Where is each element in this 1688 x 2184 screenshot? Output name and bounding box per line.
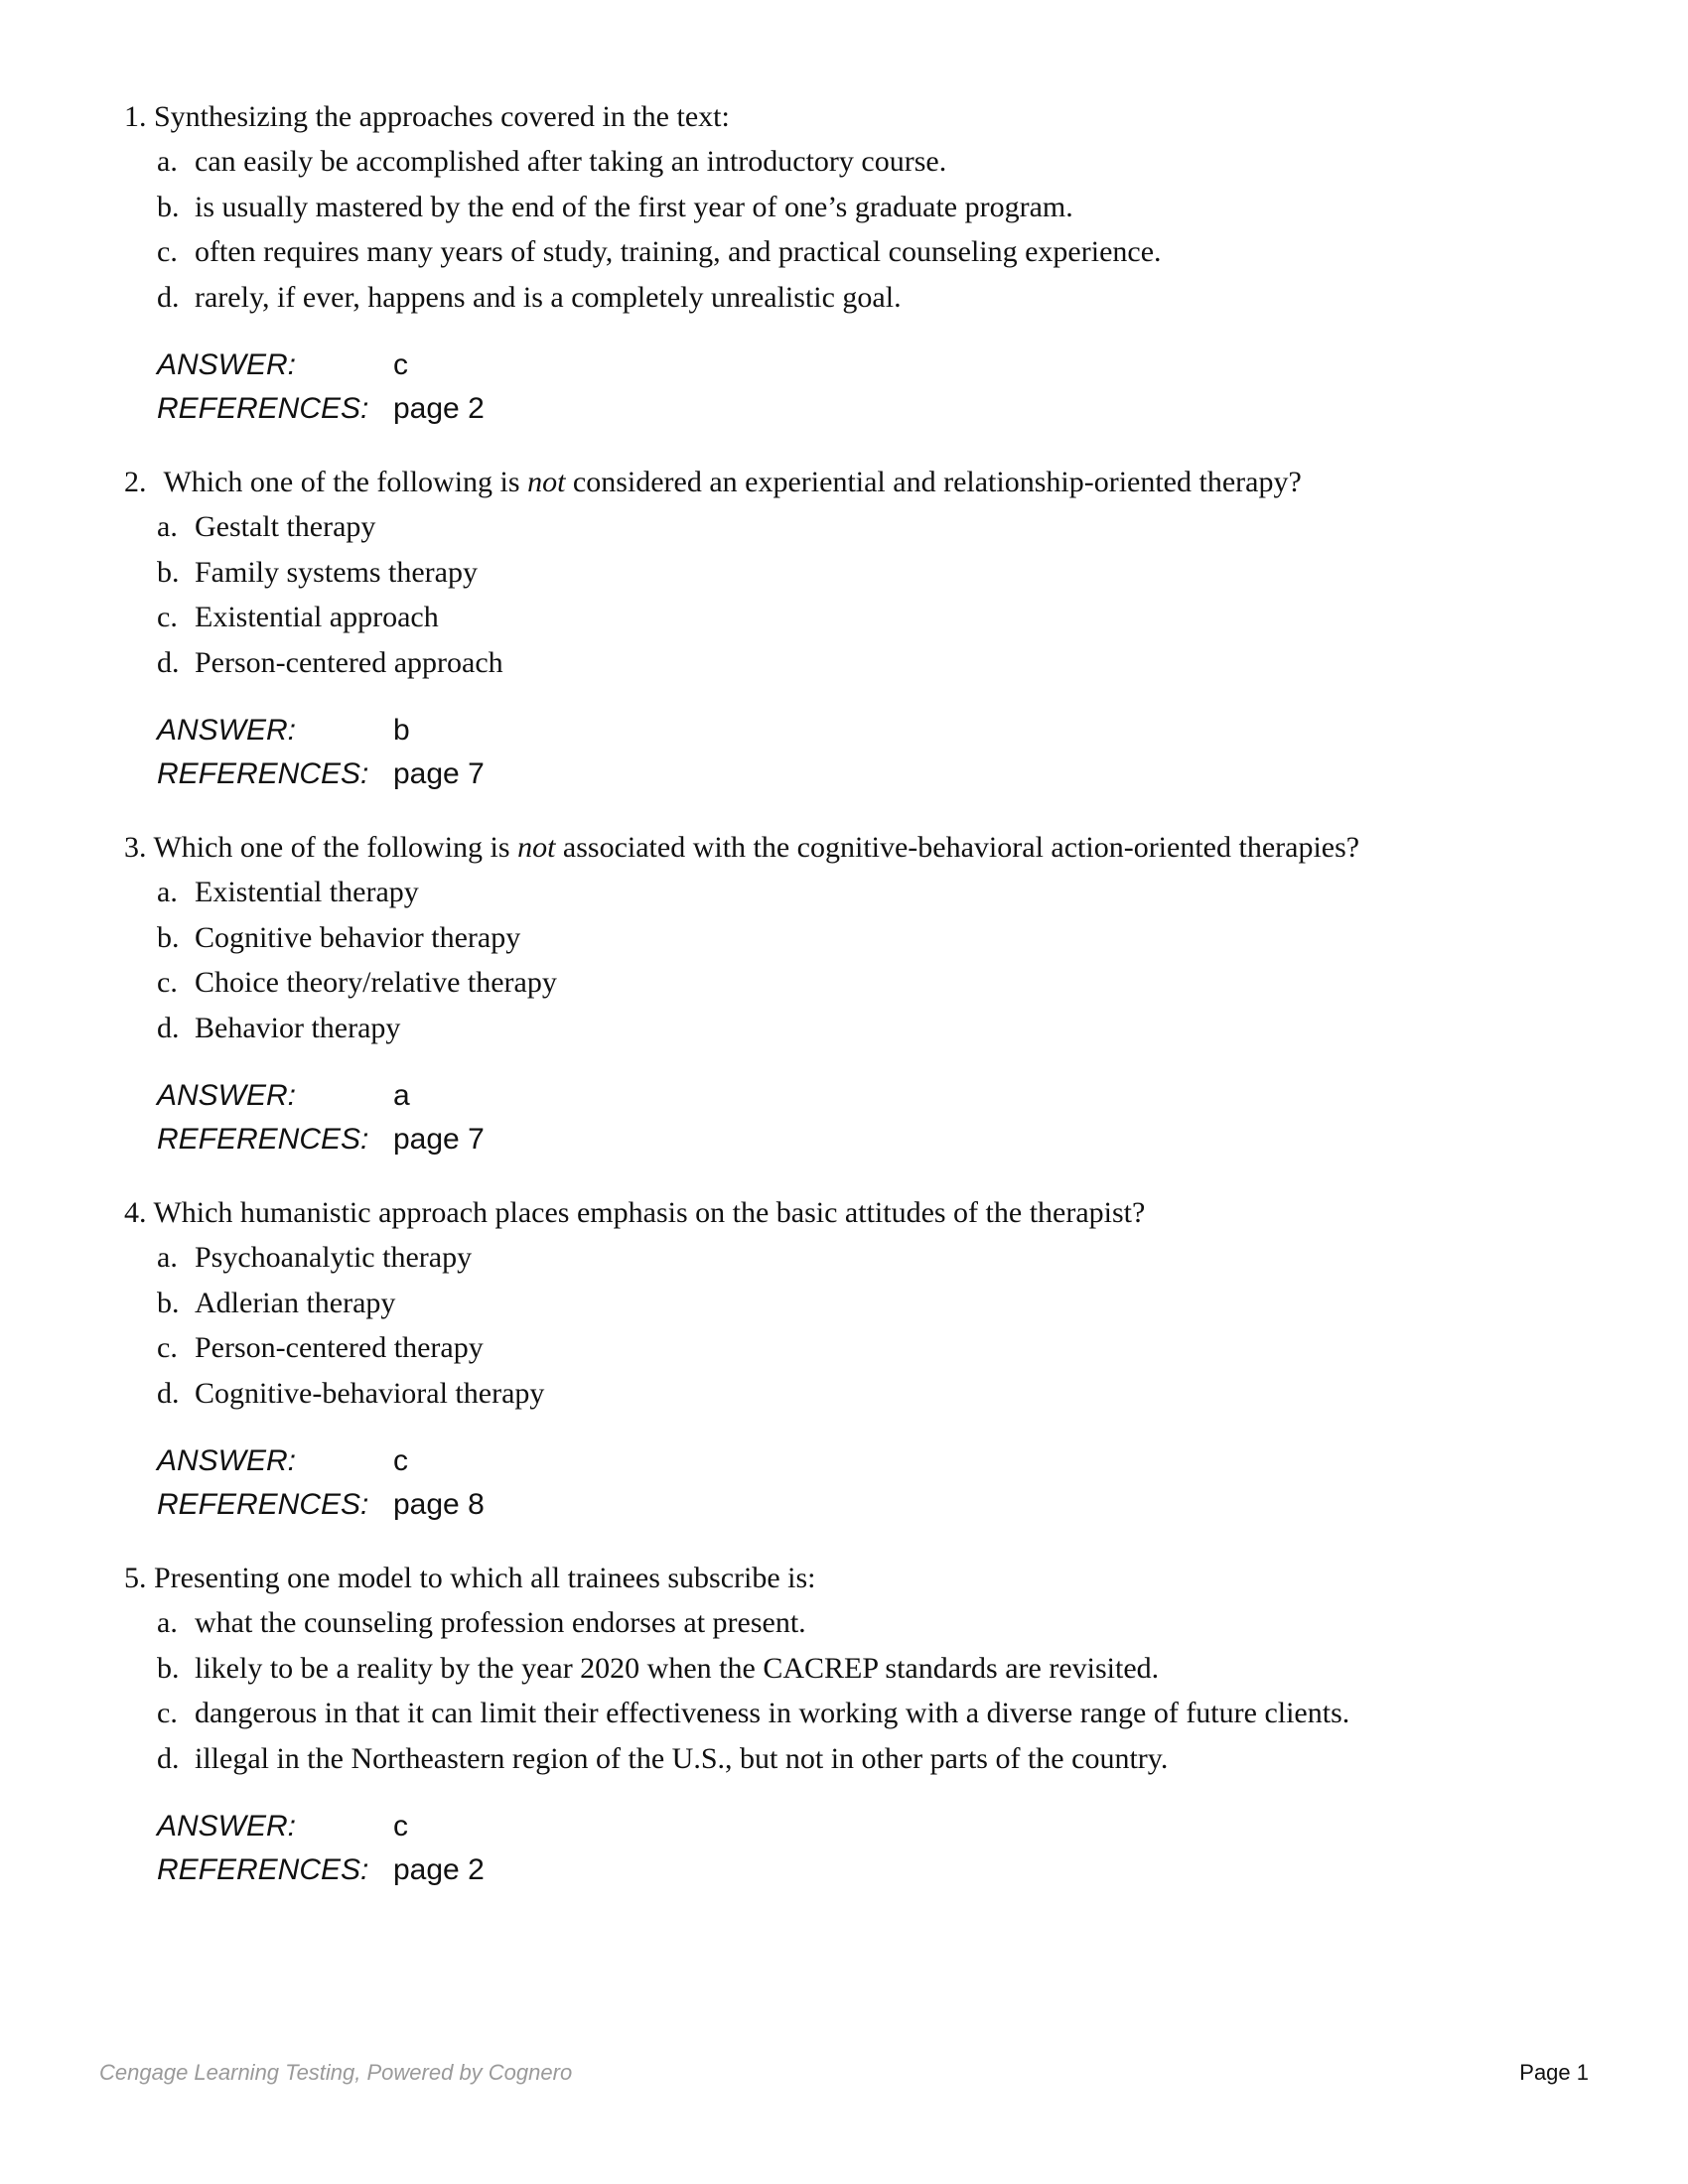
- footer-credit: Cengage Learning Testing, Powered by Cognero: [99, 2060, 573, 2085]
- choice-d: [157, 1371, 1594, 1417]
- choice-list: [124, 139, 1594, 320]
- answer-label: ANSWER:: [157, 714, 297, 747]
- answer-row: [157, 343, 1594, 387]
- references-row: [157, 1483, 1594, 1527]
- question-list: [124, 95, 1594, 1922]
- choice-d: [157, 1736, 1594, 1782]
- choice-letter: d.: [157, 1741, 180, 1775]
- question-stem: [124, 1557, 1594, 1600]
- choice-b: [157, 1281, 1594, 1326]
- choice-letter: a.: [157, 510, 178, 543]
- references-row: [157, 1848, 1594, 1892]
- answer-block: [157, 709, 1594, 796]
- choice-c: [157, 229, 1594, 275]
- choice-c: [157, 595, 1594, 640]
- choice-a: [157, 139, 1594, 185]
- question-1: [124, 95, 1594, 431]
- choice-text: is usually mastered by the end of the first year of one’s graduate program.: [195, 190, 1073, 223]
- answer-row: [157, 709, 1594, 752]
- choice-list: [124, 870, 1594, 1050]
- references-value: page 2: [393, 392, 485, 425]
- answer-value: a: [393, 1079, 410, 1112]
- references-value: page 2: [393, 1853, 485, 1886]
- question-emphasis: not: [517, 831, 556, 864]
- question-text: Which one of the following is: [163, 466, 528, 498]
- question-number: 2.: [124, 466, 147, 498]
- question-stem: [124, 826, 1594, 870]
- choice-a: [157, 870, 1594, 915]
- references-value: page 8: [393, 1488, 485, 1521]
- question-stem: [124, 461, 1594, 504]
- answer-row: [157, 1439, 1594, 1483]
- question-text: Which humanistic approach places emphasis on the basic attitudes of the therapist?: [153, 1196, 1146, 1229]
- references-label: REFERENCES:: [157, 1123, 369, 1156]
- question-text: Synthesizing the approaches covered in the text:: [154, 100, 730, 133]
- answer-label: ANSWER:: [157, 1810, 297, 1843]
- choice-letter: b.: [157, 1286, 180, 1319]
- choice-text: Person-centered approach: [195, 645, 503, 679]
- choice-a: [157, 1600, 1594, 1646]
- question-stem: [124, 1191, 1594, 1235]
- choice-letter: c.: [157, 1697, 178, 1729]
- choice-b: [157, 550, 1594, 596]
- answer-block: [157, 1805, 1594, 1892]
- choice-text: rarely, if ever, happens and is a completely unrealistic goal.: [195, 280, 902, 314]
- choice-d: [157, 640, 1594, 686]
- choice-text: likely to be a reality by the year 2020 when the CACREP standards are revisited.: [195, 1651, 1160, 1685]
- choice-letter: d.: [157, 280, 180, 314]
- choice-text: can easily be accomplished after taking an introductory course.: [195, 145, 947, 178]
- choice-b: [157, 915, 1594, 961]
- choice-text: illegal in the Northeastern region of the U.S., but not in other parts of the country.: [195, 1741, 1169, 1775]
- choice-list: [124, 1600, 1594, 1781]
- choice-a: [157, 504, 1594, 550]
- answer-block: [157, 1439, 1594, 1527]
- choice-text: Person-centered therapy: [195, 1331, 484, 1364]
- references-label: REFERENCES:: [157, 1488, 369, 1521]
- references-label: REFERENCES:: [157, 392, 369, 425]
- choice-c: [157, 1325, 1594, 1371]
- answer-row: [157, 1805, 1594, 1848]
- answer-value: c: [393, 1810, 408, 1843]
- choice-a: [157, 1235, 1594, 1281]
- question-text: Presenting one model to which all trainees subscribe is:: [154, 1562, 816, 1594]
- choice-letter: c.: [157, 601, 178, 633]
- choice-text: Behavior therapy: [195, 1011, 401, 1044]
- answer-label: ANSWER:: [157, 1444, 297, 1477]
- choice-list: [124, 504, 1594, 685]
- question-number: 1.: [124, 100, 147, 133]
- choice-c: [157, 1691, 1594, 1736]
- answer-label: ANSWER:: [157, 1079, 297, 1112]
- choice-text: Cognitive-behavioral therapy: [195, 1376, 545, 1410]
- references-row: [157, 752, 1594, 796]
- choice-b: [157, 185, 1594, 230]
- choice-list: [124, 1235, 1594, 1416]
- question-text-rest: considered an experiential and relationship-oriented therapy?: [565, 466, 1302, 498]
- question-text-rest: associated with the cognitive-behavioral action-oriented therapies?: [555, 831, 1360, 864]
- choice-letter: c.: [157, 235, 178, 268]
- choice-letter: a.: [157, 1241, 178, 1274]
- choice-text: often requires many years of study, training, and practical counseling experience.: [195, 235, 1162, 268]
- choice-text: Cognitive behavior therapy: [195, 920, 521, 954]
- references-label: REFERENCES:: [157, 1853, 369, 1886]
- references-value: page 7: [393, 1123, 485, 1156]
- choice-letter: a.: [157, 1606, 178, 1639]
- question-number: 4.: [124, 1196, 147, 1229]
- choice-text: what the counseling profession endorses at present.: [195, 1606, 806, 1639]
- answer-value: c: [393, 1444, 408, 1477]
- choice-c: [157, 960, 1594, 1006]
- question-3: [124, 826, 1594, 1161]
- choice-letter: d.: [157, 1011, 180, 1044]
- choice-text: Existential approach: [195, 601, 439, 633]
- references-row: [157, 387, 1594, 431]
- choice-letter: b.: [157, 1651, 180, 1685]
- references-value: page 7: [393, 757, 485, 790]
- answer-value: c: [393, 348, 408, 381]
- question-4: [124, 1191, 1594, 1527]
- choice-letter: c.: [157, 966, 178, 999]
- answer-label: ANSWER:: [157, 348, 297, 381]
- references-row: [157, 1118, 1594, 1161]
- choice-d: [157, 1006, 1594, 1051]
- choice-text: Gestalt therapy: [195, 510, 376, 543]
- question-5: [124, 1557, 1594, 1892]
- choice-letter: a.: [157, 145, 178, 178]
- answer-value: b: [393, 714, 410, 747]
- choice-letter: b.: [157, 920, 180, 954]
- question-number: 5.: [124, 1562, 147, 1594]
- choice-letter: d.: [157, 645, 180, 679]
- choice-letter: d.: [157, 1376, 180, 1410]
- question-stem: [124, 95, 1594, 139]
- answer-row: [157, 1074, 1594, 1118]
- question-emphasis: not: [527, 466, 566, 498]
- answer-block: [157, 343, 1594, 431]
- choice-text: Family systems therapy: [195, 555, 478, 589]
- choice-letter: b.: [157, 190, 180, 223]
- page-footer: [99, 2053, 1589, 2093]
- choice-text: Psychoanalytic therapy: [195, 1241, 473, 1274]
- choice-d: [157, 275, 1594, 321]
- choice-b: [157, 1646, 1594, 1692]
- question-2: [124, 461, 1594, 796]
- choice-text: Choice theory/relative therapy: [195, 966, 557, 999]
- choice-letter: a.: [157, 876, 178, 908]
- choice-letter: b.: [157, 555, 180, 589]
- question-number: 3.: [124, 831, 147, 864]
- page-number: Page 1: [1519, 2060, 1589, 2085]
- choice-letter: c.: [157, 1331, 178, 1364]
- choice-text: Existential therapy: [195, 876, 419, 908]
- question-text: Which one of the following is: [153, 831, 518, 864]
- answer-block: [157, 1074, 1594, 1161]
- choice-text: dangerous in that it can limit their effectiveness in working with a diverse range of future clients.: [195, 1697, 1350, 1729]
- references-label: REFERENCES:: [157, 757, 369, 790]
- choice-text: Adlerian therapy: [195, 1286, 396, 1319]
